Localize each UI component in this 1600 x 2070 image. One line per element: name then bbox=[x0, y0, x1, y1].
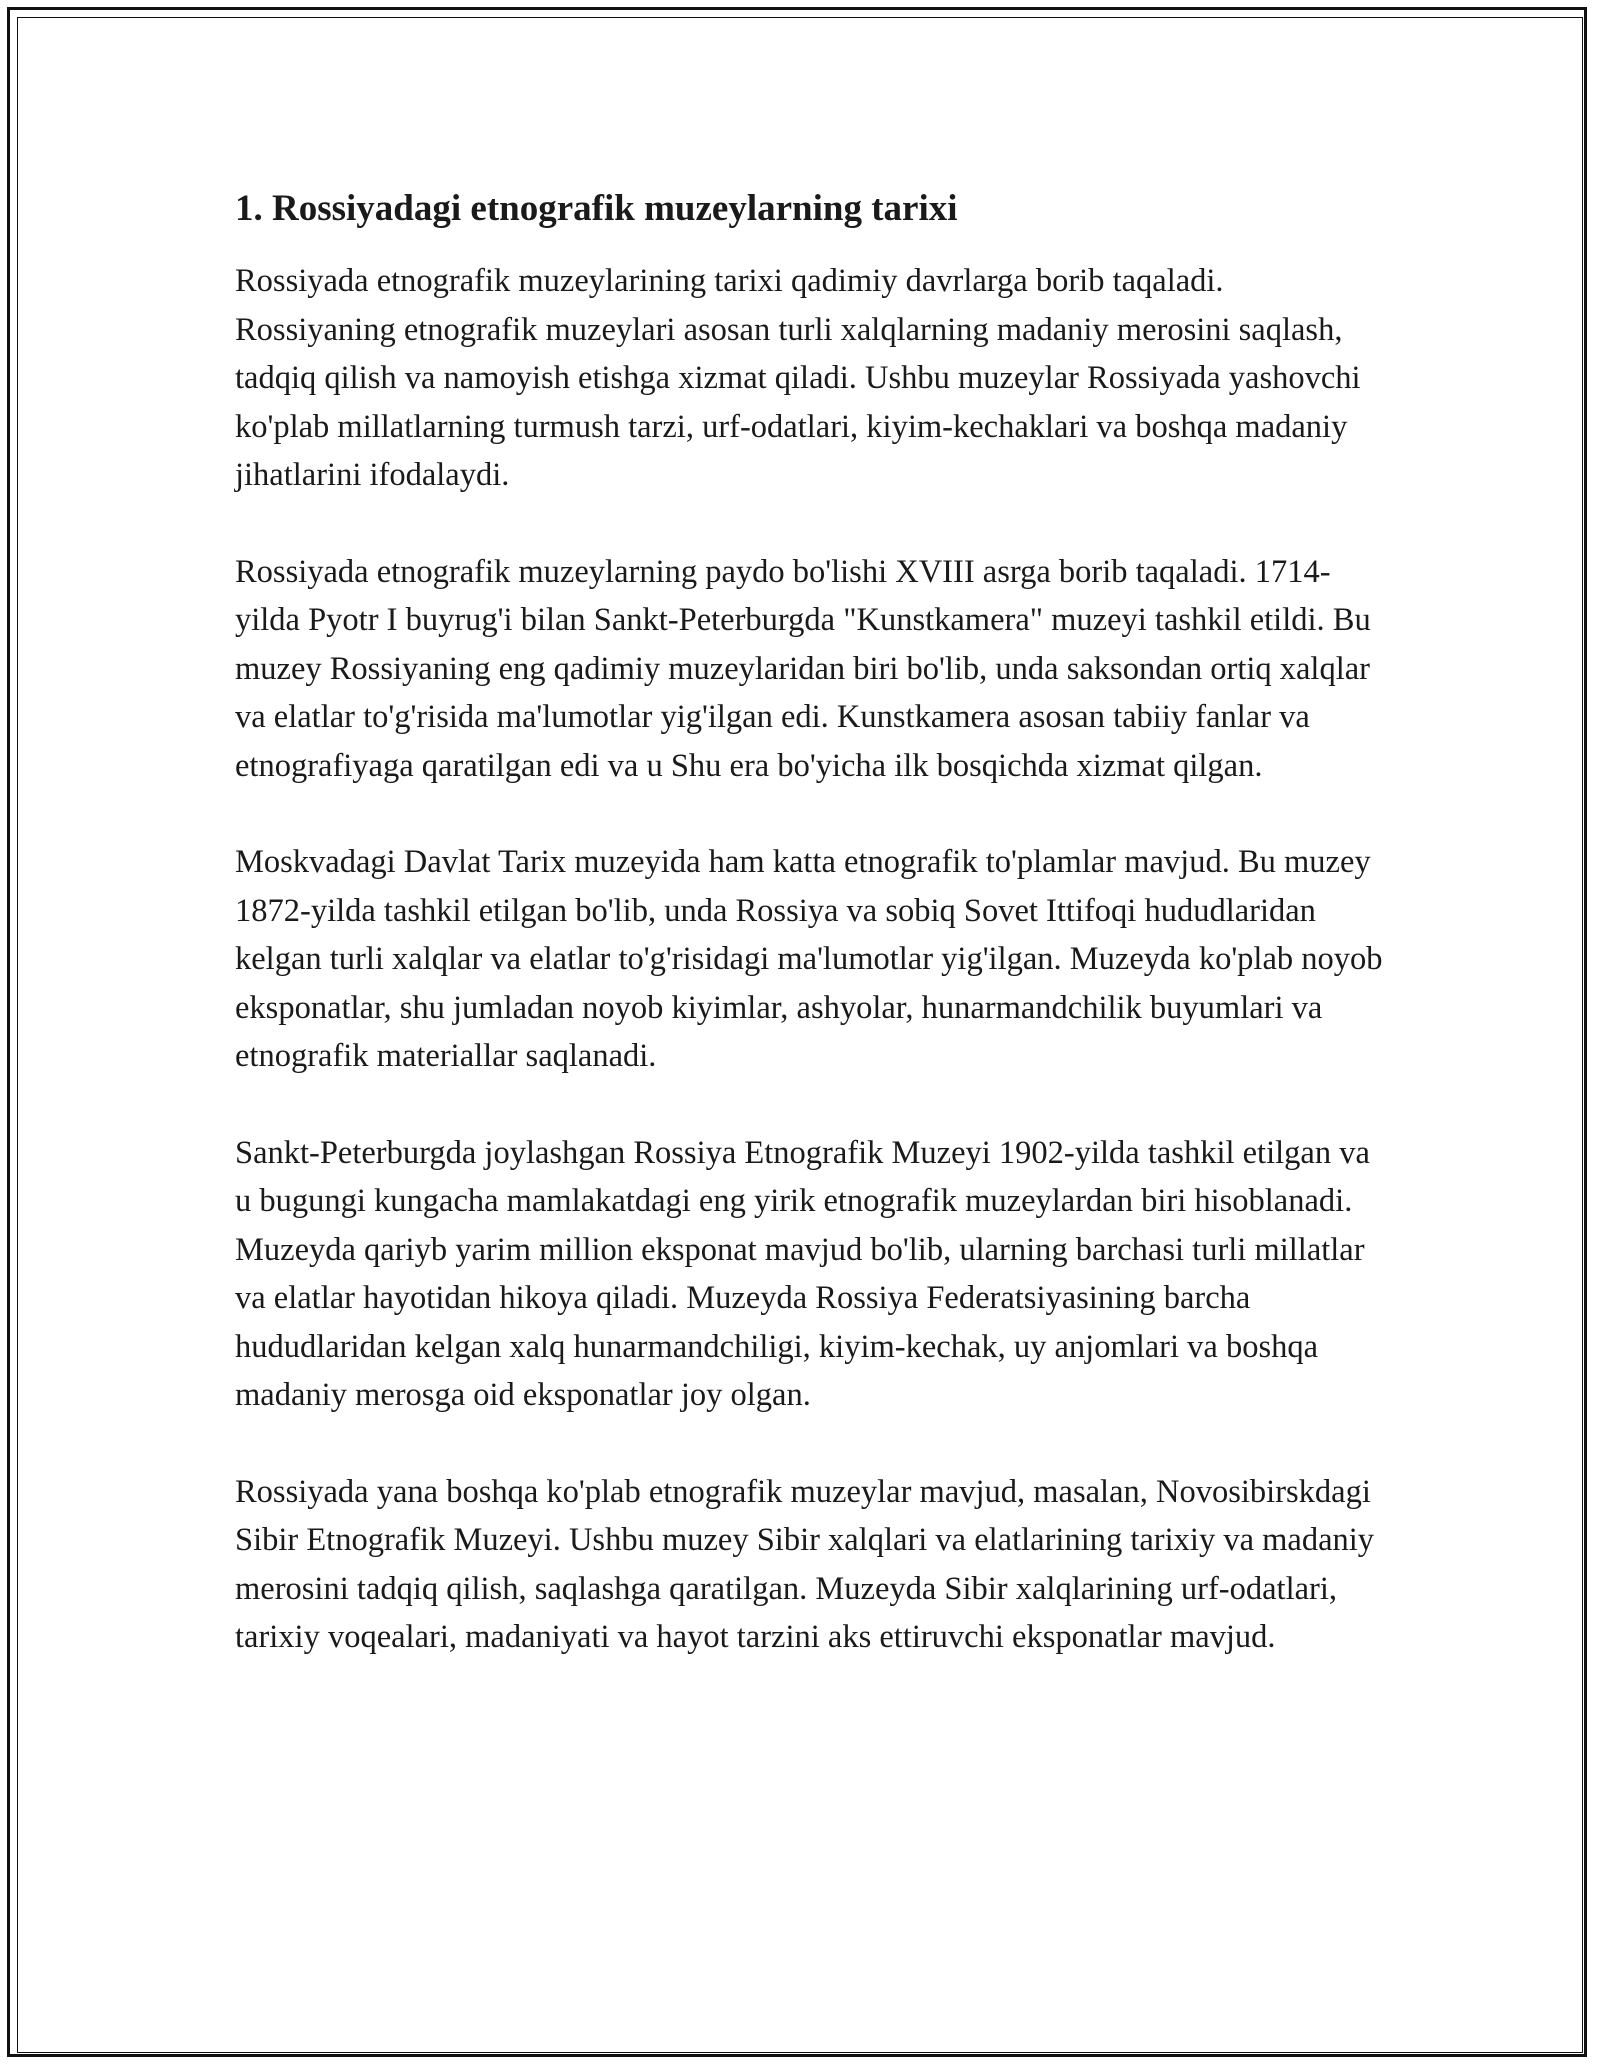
document-body bbox=[235, 185, 1385, 1710]
section-heading: 1. Rossiyadagi etnografik muzeylarning tarixi bbox=[235, 188, 958, 229]
paragraph-1: Rossiyada etnografik muzeylarining tarixi qadimiy davrlarga borib taqaladi. Rossiyaning etnografik muzeylari asosan turli xalqlarning madaniy merosini saqlash, tadqiq qilish va namoyish etishga xizmat qiladi. Ushbu muzeylar Rossiyada yashovchi ko'plab millatlarning turmush tarzi, urf-odatlari, kiyim-kechaklari va boshqa madaniy jihatlarini ifodalaydi. bbox=[235, 263, 1361, 493]
paragraph-2: Rossiyada etnografik muzeylarning paydo bo'lishi XVIII asrga borib taqaladi. 1714-yilda Pyotr I buyrug'i bilan Sankt-Peterburgda "Kunstkamera" muzeyi tashkil etildi. Bu muzey Rossiyaning eng qadimiy muzeylaridan biri bo'lib, unda saksondan ortiq xalqlar va elatlar to'g'risida ma'lumotlar yig'ilgan edi. Kunstkamera asosan tabiiy fanlar va etnografiyaga qaratilgan edi va u Shu era bo'yicha ilk bosqichda xizmat qilgan. bbox=[235, 553, 1371, 784]
paragraph-3: Moskvadagi Davlat Tarix muzeyida ham katta etnografik to'plamlar mavjud. Bu muzey 1872-yilda tashkil etilgan bo'lib, unda Rossiya va sobiq Sovet Ittifoqi hududlaridan kelgan turli xalqlar va elatlar to'g'risidagi ma'lumotlar yig'ilgan. Muzeyda ko'plab noyob eksponatlar, shu jumladan noyob kiyimlar, ashyolar, hunarmandchilik buyumlari va etnografik materiallar saqlanadi. bbox=[235, 844, 1383, 1074]
paragraph-4: Sankt-Peterburgda joylashgan Rossiya Etnografik Muzeyi 1902-yilda tashkil etilgan va u bugungi kungacha mamlakatdagi eng yirik etnografik muzeylardan biri hisoblanadi. Muzeyda qariyb yarim million eksponat mavjud bo'lib, ularning barchasi turli millatlar va elatlar hayotidan hikoya qiladi. Muzeyda Rossiya Federatsiyasining barcha hududlaridan kelgan xalq hunarmandchiligi, kiyim-kechak, uy anjomlari va boshqa madaniy merosga oid eksponatlar joy olgan. bbox=[235, 1134, 1370, 1413]
paragraph-5: Rossiyada yana boshqa ko'plab etnografik muzeylar mavjud, masalan, Novosibirskdagi Sibir Etnografik Muzeyi. Ushbu muzey Sibir xalqlari va elatlarining tarixiy va madaniy merosini tadqiq qilish, saqlashga qaratilgan. Muzeyda Sibir xalqlarining urf-odatlari, tarixiy voqealari, madaniyati va hayot tarzini aks ettiruvchi eksponatlar mavjud. bbox=[235, 1473, 1375, 1655]
